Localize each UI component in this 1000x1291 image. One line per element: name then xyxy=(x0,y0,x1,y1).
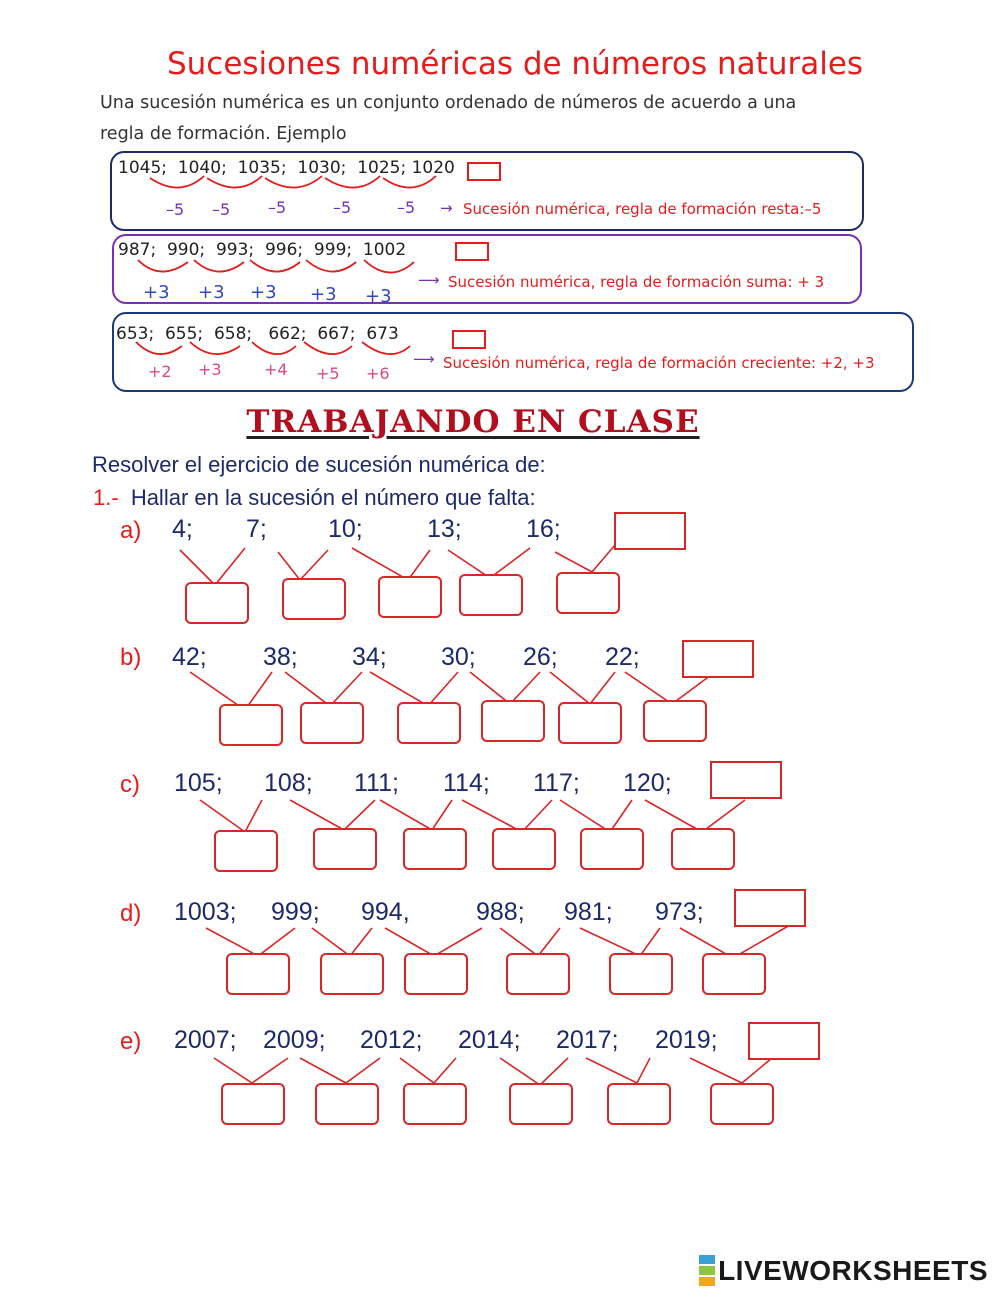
row-letter-d: d) xyxy=(120,900,142,927)
difference-box[interactable] xyxy=(671,828,735,870)
term: 38; xyxy=(263,643,298,671)
difference-box[interactable] xyxy=(710,1083,774,1125)
difference-box[interactable] xyxy=(607,1083,671,1125)
row-letter-c: c) xyxy=(120,771,140,798)
liveworksheets-logo xyxy=(699,1254,988,1287)
section-heading: TRABAJANDO EN CLASE xyxy=(246,404,700,440)
difference-box[interactable] xyxy=(580,828,644,870)
difference-box[interactable] xyxy=(185,582,249,624)
difference-box[interactable] xyxy=(282,578,346,620)
term: 10; xyxy=(328,515,363,543)
example-1-answer-box xyxy=(467,162,501,181)
term: 1003; xyxy=(174,898,237,926)
term: 30; xyxy=(441,643,476,671)
difference-box[interactable] xyxy=(404,953,468,995)
example-1-sequence: 1045; 1040; 1035; 1030; 1025; 1020 xyxy=(118,158,455,178)
difference-box[interactable] xyxy=(221,1083,285,1125)
term: 999; xyxy=(271,898,320,926)
term: 7; xyxy=(246,515,267,543)
example-3-diff: +4 xyxy=(264,360,288,379)
term: 16; xyxy=(526,515,561,543)
difference-box[interactable] xyxy=(492,828,556,870)
term: 34; xyxy=(352,643,387,671)
difference-box[interactable] xyxy=(609,953,673,995)
difference-box[interactable] xyxy=(378,576,442,618)
example-3-diff: +2 xyxy=(148,362,172,381)
arrow-icon: → xyxy=(440,199,453,217)
logo-text: LIVEWORKSHEETS xyxy=(718,1254,988,1286)
difference-box[interactable] xyxy=(214,830,278,872)
term: 2014; xyxy=(458,1026,521,1054)
example-1-description: Sucesión numérica, regla de formación resta:–5 xyxy=(463,200,822,218)
difference-box[interactable] xyxy=(643,700,707,742)
difference-box[interactable] xyxy=(702,953,766,995)
example-3-diff: +3 xyxy=(198,360,222,379)
term: 42; xyxy=(172,643,207,671)
example-3-sequence: 653; 655; 658; 662; 667; 673 xyxy=(116,324,399,344)
term: 4; xyxy=(172,515,193,543)
row-letter-b: b) xyxy=(120,644,142,671)
term: 105; xyxy=(174,769,223,797)
answer-box[interactable] xyxy=(614,512,686,550)
term: 108; xyxy=(264,769,313,797)
term: 994, xyxy=(361,898,410,926)
difference-box[interactable] xyxy=(219,704,283,746)
example-1-diff: –5 xyxy=(212,200,231,219)
term: 988; xyxy=(476,898,525,926)
answer-box[interactable] xyxy=(682,640,754,678)
difference-box[interactable] xyxy=(556,572,620,614)
example-1-diff: –5 xyxy=(397,198,416,217)
intro-text: Una sucesión numérica es un conjunto ordenado de números de acuerdo a una regla de formación. Ejemplo xyxy=(100,93,797,144)
term: 117; xyxy=(533,769,580,797)
difference-box[interactable] xyxy=(506,953,570,995)
difference-box[interactable] xyxy=(313,828,377,870)
term: 981; xyxy=(564,898,613,926)
logo-icon xyxy=(699,1254,715,1287)
difference-box[interactable] xyxy=(558,702,622,744)
term: 2012; xyxy=(360,1026,423,1054)
difference-box[interactable] xyxy=(397,702,461,744)
example-2-diff: +3 xyxy=(143,282,170,303)
row-letter-e: e) xyxy=(120,1028,142,1055)
example-3-diff: +6 xyxy=(366,364,390,383)
term: 2019; xyxy=(655,1026,718,1054)
term: 2009; xyxy=(263,1026,326,1054)
example-2-diff: +3 xyxy=(365,286,392,307)
term: 973; xyxy=(655,898,704,926)
difference-box[interactable] xyxy=(403,828,467,870)
answer-box[interactable] xyxy=(748,1022,820,1060)
difference-box[interactable] xyxy=(459,574,523,616)
term: 13; xyxy=(427,515,462,543)
difference-box[interactable] xyxy=(481,700,545,742)
answer-box[interactable] xyxy=(710,761,782,799)
page-title: Sucesiones numéricas de números naturales xyxy=(166,46,864,82)
term: 2017; xyxy=(556,1026,619,1054)
exercise-number: 1.- xyxy=(93,485,119,510)
exercise-prompt-text: Hallar en la sucesión el número que falta: xyxy=(130,485,536,510)
example-2-diff: +3 xyxy=(310,284,337,305)
example-2-diff: +3 xyxy=(198,282,225,303)
difference-box[interactable] xyxy=(320,953,384,995)
term: 26; xyxy=(523,643,558,671)
difference-box[interactable] xyxy=(315,1083,379,1125)
example-2-answer-box xyxy=(455,242,489,261)
example-3-diff: +5 xyxy=(316,364,340,383)
example-1-diff: –5 xyxy=(333,198,352,217)
answer-box[interactable] xyxy=(734,889,806,927)
example-3-description: Sucesión numérica, regla de formación creciente: +2, +3 xyxy=(443,354,875,372)
difference-box[interactable] xyxy=(403,1083,467,1125)
row-letter-a: a) xyxy=(120,517,142,544)
difference-box[interactable] xyxy=(226,953,290,995)
example-2-description: Sucesión numérica, regla de formación suma: + 3 xyxy=(448,273,825,291)
term: 120; xyxy=(623,769,672,797)
arrow-icon: ⟶ xyxy=(418,271,440,289)
example-2-sequence: 987; 990; 993; 996; 999; 1002 xyxy=(118,240,407,260)
example-2-diff: +3 xyxy=(250,282,277,303)
example-1-diff: –5 xyxy=(166,200,185,219)
term: 22; xyxy=(605,643,640,671)
term: 111; xyxy=(354,769,399,797)
example-1-diff: –5 xyxy=(268,198,287,217)
example-3-answer-box xyxy=(452,330,486,349)
term: 2007; xyxy=(174,1026,237,1054)
exercise-prompt xyxy=(93,485,536,511)
term: 114; xyxy=(443,769,490,797)
instruction-text: Resolver el ejercicio de sucesión numérica de: xyxy=(92,452,546,477)
arrow-icon: ⟶ xyxy=(413,350,435,368)
difference-box[interactable] xyxy=(300,702,364,744)
difference-box[interactable] xyxy=(509,1083,573,1125)
